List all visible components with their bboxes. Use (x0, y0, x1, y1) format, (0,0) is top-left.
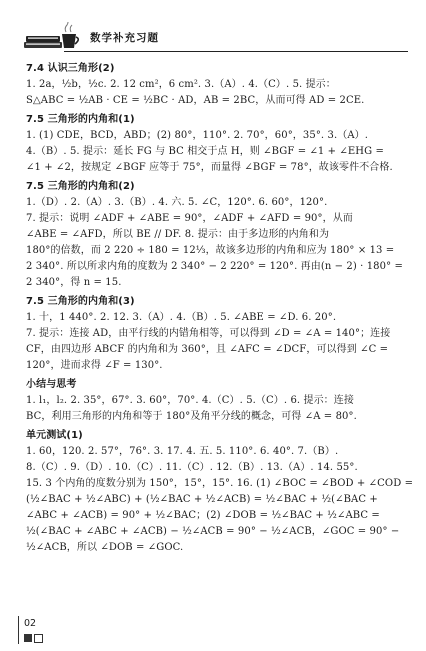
answer-line: 1. (1) CDE，BCD，ABD；(2) 80°，110°. 2. 70°，60°，35°. 3.（A）. (26, 130, 369, 141)
answer-line: 1. l₁，l₂. 2. 35°，67°. 3. 60°，70°. 4.（C）. 5.（C）. 6. 提示：连接 (26, 395, 354, 406)
answer-line: 2 340°，得 n = 15. (26, 277, 122, 288)
answer-line: ½(∠BAC + ∠ABC + ∠ACB) − ½∠ACB = 90° − ½∠ACB，∠GOC = 90° − (26, 526, 400, 537)
answer-line: 15. 3 个内角的度数分别为 150°，15°，15°. 16. (1) ∠BOC = ∠BOD + ∠COD = (26, 478, 414, 489)
section-heading: 7.5 三角形的内角和(1) (26, 114, 135, 125)
answer-line: 1. 2a，½b，½c. 2. 12 cm²，6 cm². 3.（A）. 4.（C）. 5. 提示： (26, 79, 336, 90)
answer-line: S△ABC = ½AB · CE = ½BC · AD，AB = 2BC，从而可得 AD = 2CE. (26, 95, 365, 106)
answer-line: (½∠BAC + ½∠ABC) + (½∠BAC + ½∠ACB) = ½∠BAC + ½(∠BAC + (26, 494, 378, 505)
section-heading: 7.5 三角形的内角和(3) (26, 296, 135, 307)
answer-content (26, 58, 414, 556)
footer-square-outline-icon (34, 634, 43, 643)
answer-line: BC，利用三角形的内角和等于 180°及角平分线的概念，可得 ∠A = 80°. (26, 411, 357, 422)
answer-line: 1.（D）. 2.（A）. 3.（B）. 4. 六. 5. ∠C，120°. 6. 60°，120°. (26, 197, 328, 208)
book-and-cup-icon (24, 22, 80, 50)
section-heading: 单元测试(1) (26, 430, 83, 441)
answer-line: ∠1 + ∠2，按规定 ∠BGF 应等于 75°，而量得 ∠BGF = 78°，故该零件不合格. (26, 162, 393, 173)
answer-line: 7. 提示：连接 AD，由平行线的内错角相等，可以得到 ∠D = ∠A = 140°；连接 (26, 328, 391, 339)
answer-line: ∠ABE = ∠AFD，所以 BE // DF. 8. 提示：由于多边形的内角和为 (26, 229, 330, 240)
footer-rule (18, 616, 19, 644)
header-title: 数学补充习题 (90, 32, 159, 44)
answer-line: ½∠ACB，所以 ∠DOB = ∠GOC. (26, 542, 184, 553)
section-heading: 7.5 三角形的内角和(2) (26, 181, 135, 192)
page-header (24, 18, 408, 52)
header-rule (64, 51, 408, 52)
answer-line: 7. 提示：说明 ∠ADF + ∠ABE = 90°，∠ADF + ∠AFD = 90°，从而 (26, 213, 353, 224)
section-heading: 小结与思考 (26, 379, 77, 390)
answer-line: CF，由四边形 ABCF 的内角和为 360°，且 ∠AFC = ∠DCF，可以得到 ∠C = (26, 344, 389, 355)
page-footer (18, 618, 78, 646)
answer-line: 1. 十，1 440°. 2. 12. 3.（A）. 4.（B）. 5. ∠ABE = ∠D. 6. 20°. (26, 312, 337, 323)
answer-line: 1. 60，120. 2. 57°，76°. 3. 17. 4. 五. 5. 110°. 6. 40°. 7.（B）. (26, 446, 339, 457)
answer-line: 4.（B）. 5. 提示：延长 FG 与 BC 相交于点 H，则 ∠BGF = ∠1 + ∠EHG = (26, 146, 384, 157)
answer-line: 8.（C）. 9.（D）. 10.（C）. 11.（C）. 12.（B）. 13.（A）. 14. 55°. (26, 462, 358, 473)
answer-line: 2 340°. 所以所求内角的度数为 2 340° − 2 220° = 120°. 再由(n − 2) · 180° = (26, 261, 403, 272)
answer-line: 120°，进而求得 ∠F = 130°. (26, 360, 163, 371)
footer-square-filled-icon (24, 634, 32, 642)
answer-line: ∠ABC + ∠ACB) = 90° + ½∠BAC；(2) ∠DOB = ½∠BAC + ½∠ABC = (26, 510, 380, 521)
section-heading: 7.4 认识三角形(2) (26, 63, 115, 74)
page-number: 02 (24, 618, 37, 629)
answer-line: 180°的倍数，而 2 220 ÷ 180 = 12⅓，故该多边形的内角和应为 180° × 13 = (26, 245, 395, 256)
